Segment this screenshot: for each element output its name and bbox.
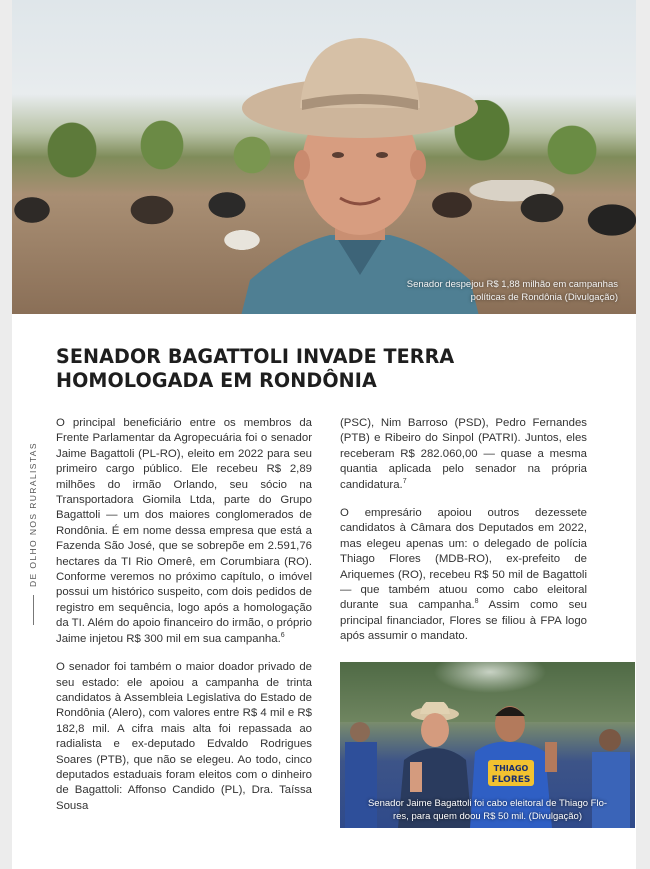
left-paragraph-2: O senador foi também o maior doador privado de seu estado: ele apoiou a campanha de trinta candidatos à Assembleia Legislativa do Estado de Rondônia (Alero), com valores entre R$ 4 mil e R$ 182,8 mil. A cifra mais alta foi repassada ao radialista e ex-deputado Edvaldo Rodrigues Soares (PTB), que não se elegeu. Ao todo, cinco deputados estaduais foram eleitos com o dinheiro de Bagattoli: Affonso Candido (PL), Dra. Taíssa Sousa	[56, 661, 312, 812]
article-title-line-1: SENADOR BAGATTOLI INVADE TERRA	[56, 345, 455, 368]
right-paragraph-2-tail: Assim como seu principal financiador, Flores se filiou à FPA logo após assumir o mandato.	[340, 599, 588, 643]
article-title-line-2: HOMOLOGADA EM RONDÔNIA	[56, 369, 377, 392]
section-side-label	[20, 415, 50, 630]
footnote-marker-6: 6	[280, 631, 285, 639]
side-divider	[33, 595, 34, 625]
hero-caption-line-1: Senador despejou R$ 1,88 milhão em campanhas	[406, 279, 618, 290]
shirt-text-line-2: FLORES	[491, 775, 531, 785]
right-paragraph-1-text: (PSC), Nim Barroso (PSD), Pedro Fernandes (PTB) e Ribeiro do Sinpol (PATRI). Juntos, eles receberam R$ 282.060,00 — quase a mesma quantia aplicada pelo senador na própria candidatura.	[340, 417, 587, 491]
section-label-text: DE OLHO NOS RURALISTAS	[28, 442, 38, 587]
footnote-marker-7: 7	[402, 477, 407, 485]
footnote-marker-8: 8	[474, 598, 479, 606]
campaign-photo-caption	[348, 798, 627, 823]
hero-caption-line-2: políticas de Rondônia (Divulgação)	[470, 292, 618, 303]
campaign-caption-line-2: res, para quem doou R$ 50 mil. (Divulgação)	[392, 810, 583, 822]
magazine-page	[12, 0, 636, 869]
hero-caption	[358, 278, 618, 304]
campaign-photo	[340, 662, 635, 828]
right-paragraph-1	[340, 416, 587, 493]
left-column	[56, 416, 312, 827]
article-title	[56, 345, 546, 393]
hero-photo	[12, 0, 636, 314]
campaign-caption-line-1: Senador Jaime Bagattoli foi cabo eleitoral de Thiago Flo-	[367, 798, 608, 809]
right-paragraph-2-text: O empresário apoiou outros dezessete candidatos à Câmara dos Deputados em 2022, mas elegeu apenas um: o delegado de polícia Thiago Flores (MDB-RO), ex-prefeito de Ariquemes (RO), recebeu R$ 50 mil de Bagattoli — que também atuou como cabo eleitoral durante sua campanha.	[340, 507, 587, 612]
right-paragraph-2	[340, 506, 587, 645]
senator-portrait	[230, 30, 490, 314]
right-column	[340, 416, 587, 658]
shirt-text-line-1: THIAGO	[493, 764, 529, 773]
left-paragraph-1-text: O principal beneficiário entre os membros da Frente Parlamentar da Agropecuária foi o senador Jaime Bagattoli (PL-RO), eleito em 2022 para seu primeiro cargo público. Ele recebeu R$ 2,89 milhões do irmão Orlando, seu sócio na Transportadora Giomila Ltda, parte do Grupo Bagattoli — um dos maiores conglomerados de Rondônia. É em nome dessa empresa que está a Fazenda São José, que se sobrepõe em 2.591,76 hectares da TI Rio Omerê, em Corumbiara (RO). Conforme veremos no próximo capítulo, o imóvel possui um histórico suspeito, com dois pedidos de registro em sequência, logo após a homologação da TI. Além do apoio financeiro do irmão, o próprio Jaime injetou R$ 300 mil em sua campanha.	[56, 417, 312, 645]
left-paragraph-1	[56, 416, 312, 647]
